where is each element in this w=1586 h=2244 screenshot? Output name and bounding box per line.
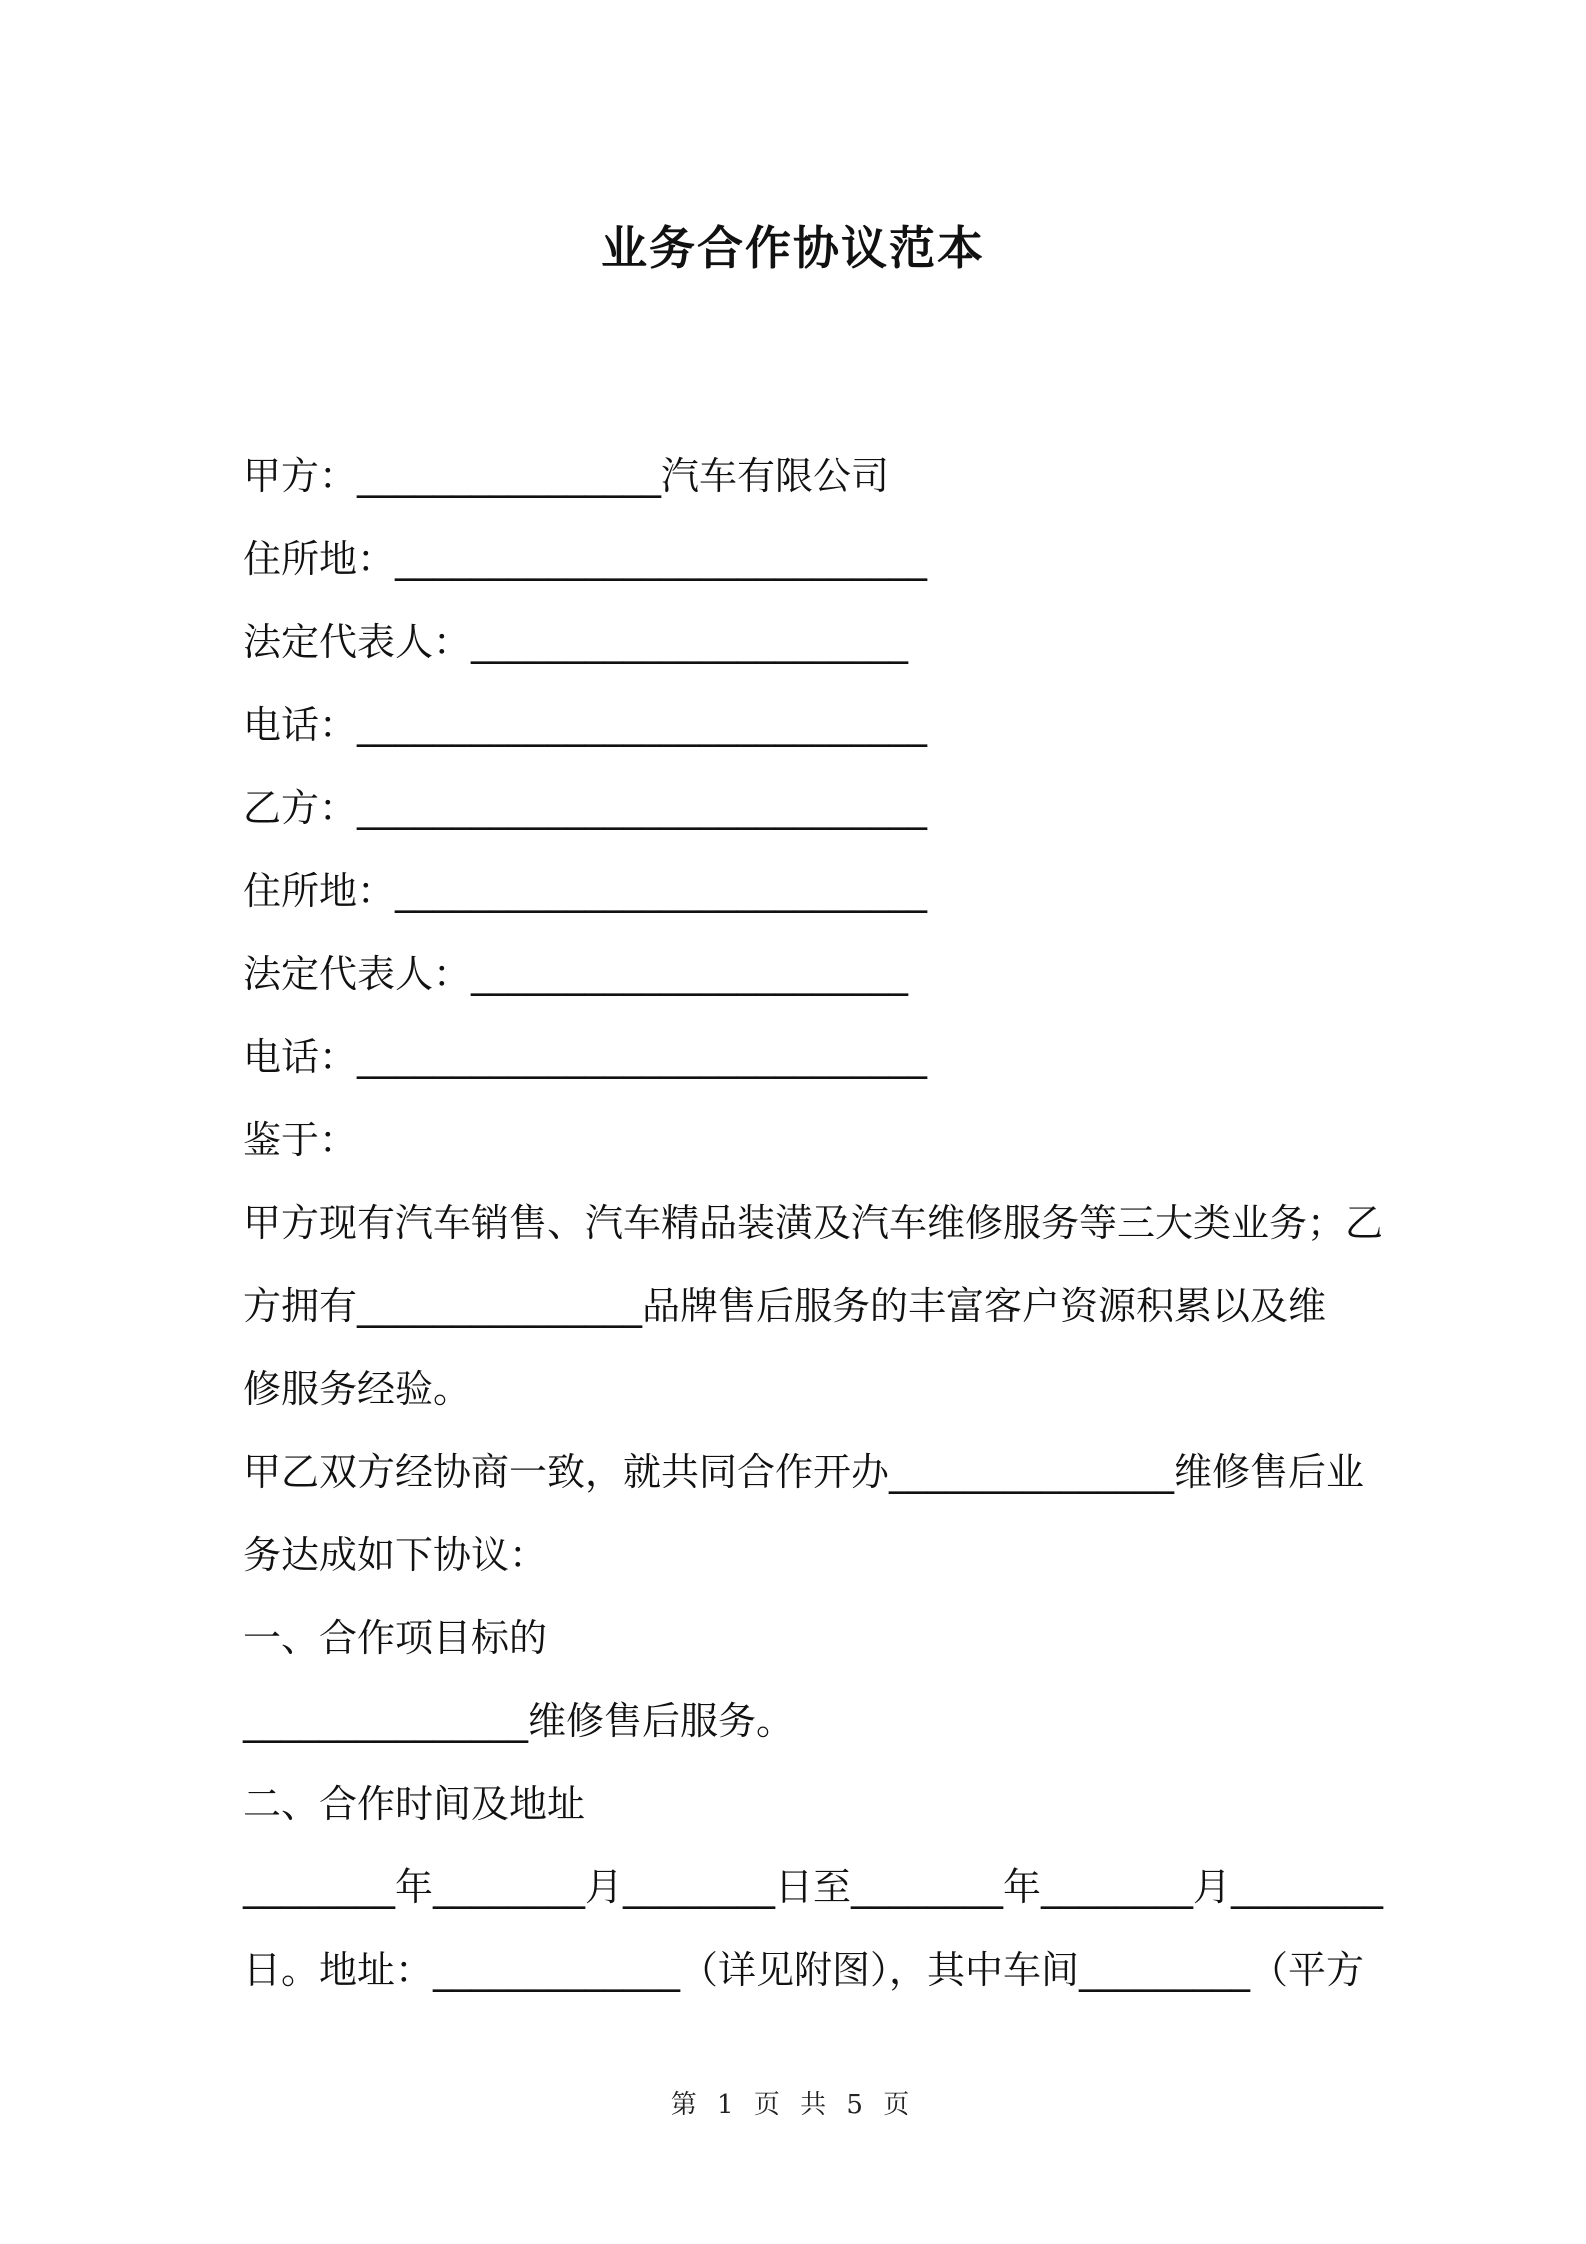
paragraph-line: 修服务经验。 <box>243 1367 472 1411</box>
party-b-legal-rep: 法定代表人：_______________________ <box>243 952 909 996</box>
paragraph-line: 日。地址：_____________（详见附图），其中车间_________（平方 <box>243 1948 1365 1992</box>
paragraph-line: 务达成如下协议： <box>243 1533 548 1577</box>
paragraph-line: _______________维修售后服务。 <box>243 1699 795 1743</box>
paragraph-line: 甲方现有汽车销售、汽车精品装潢及汽车维修服务等三大类业务；乙 <box>243 1201 1384 1245</box>
party-a-name: 甲方：________________汽车有限公司 <box>243 454 890 498</box>
party-b-phone: 电话：______________________________ <box>243 1035 928 1079</box>
section-heading: 二、合作时间及地址 <box>243 1782 586 1826</box>
party-b-address: 住所地：____________________________ <box>243 869 928 913</box>
whereas-heading: 鉴于： <box>243 1118 358 1162</box>
party-a-address: 住所地：____________________________ <box>243 537 928 581</box>
paragraph-line: 甲乙双方经协商一致，就共同合作开办_______________维修售后业 <box>243 1450 1365 1494</box>
party-a-phone: 电话：______________________________ <box>243 703 928 747</box>
party-b-name: 乙方：______________________________ <box>243 786 928 830</box>
page-footer: 第 1 页 共 5 页 <box>670 2090 916 2120</box>
paragraph-line: ________年________月________日至________年________月________ <box>243 1865 1384 1909</box>
document-title: 业务合作协议范本 <box>601 221 985 275</box>
party-a-legal-rep: 法定代表人：_______________________ <box>243 620 909 664</box>
section-heading: 一、合作项目标的 <box>243 1616 548 1660</box>
paragraph-line: 方拥有_______________品牌售后服务的丰富客户资源积累以及维 <box>243 1284 1327 1328</box>
